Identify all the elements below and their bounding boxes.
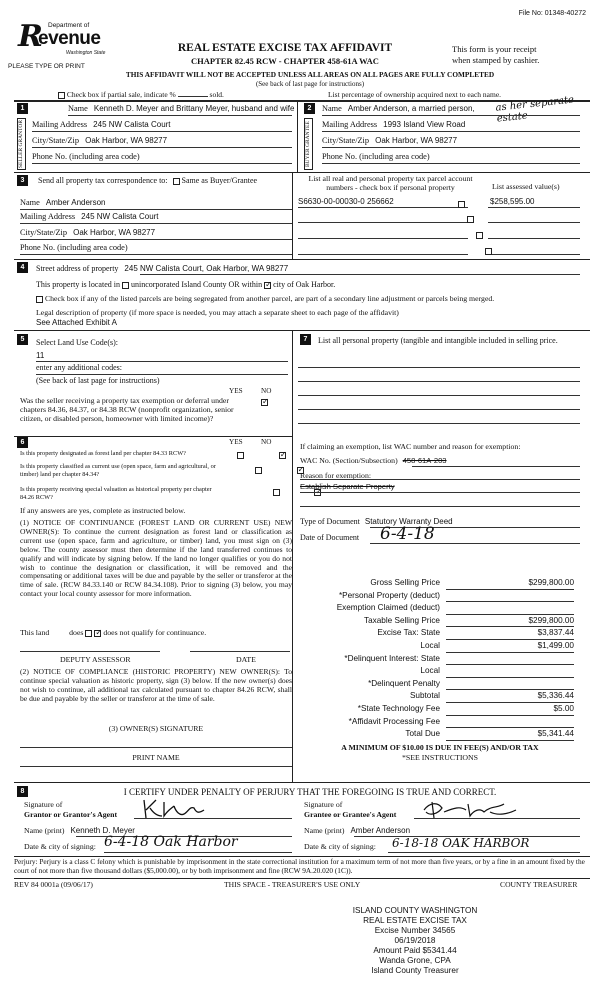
tax-row-value[interactable] [446,666,574,678]
section-1-2-divider [297,100,298,172]
receipt-note: This form is your receipt [452,44,537,54]
notice-of-compliance: (2) NOTICE OF COMPLIANCE (HISTORIC PROPERTY) NEW OWNER(S): To continue special valuation as historic property, sign (3) below. If the new owner(s) does not wish to continue, all additional tax calculated pursuant to chapter 84.26 RCW, shall be due and payable by the seller or transferor at the time of sale. [20,667,292,703]
rule-after-section-2 [14,172,590,173]
tax-row-label: Total Due [405,729,440,739]
s6-q1-text: Is this property designated as forest land per chapter 84.33 RCW? [20,450,186,457]
tax-row [300,615,580,628]
correspondence-row [38,176,257,185]
stamp-line-county: ISLAND COUNTY WASHINGTON [352,906,478,915]
tax-row [300,678,580,691]
does-label: does [69,628,84,637]
certification-statement: I CERTIFY UNDER PENALTY OF PERJURY THAT THE FOREGOING IS TRUE AND CORRECT. [123,787,497,797]
tax-row [300,716,580,729]
wac-value[interactable]: 458-61A-203 [402,456,447,465]
assessed-line-1 [488,207,580,208]
s6-q3-text: Is this property receiving special valuation as historical property per chapter 84.26 RCW? [20,486,212,501]
corr-name-value[interactable]: Amber Anderson [45,198,106,207]
doc-type-value[interactable]: Statutory Warranty Deed [364,517,453,526]
buyer-mail-label: Mailing Address [322,120,378,129]
tax-row [300,665,580,678]
tax-row-label: Exemption Claimed (deduct) [336,603,440,613]
assessed-line-4[interactable] [488,254,580,255]
tax-row-label: Local [420,641,440,650]
corr-phone-field[interactable] [20,254,292,255]
segregated-row [36,294,494,303]
section-2-badge: 2 [304,103,315,114]
owner-signature-label: (3) OWNER(S) SIGNATURE [108,724,204,733]
tax-row-value[interactable]: $3,837.44 [446,628,574,640]
print-name-label: PRINT NAME [132,753,180,762]
minimum-fee-note: A MINIMUM OF $10.00 IS DUE IN FEE(S) AND/OR TAX [341,743,539,752]
personal-property-label: List all personal property (tangible and intangible included in selling price. [318,336,558,345]
within-city-checkbox[interactable] [264,282,271,289]
section-3-divider [292,172,293,259]
wac-row [300,456,447,465]
county-treasurer-label: COUNTY TREASURER [500,880,578,889]
section-5-7-divider [292,330,293,782]
buyer-city-label: City/State/Zip [322,136,370,145]
stamp-line-amount: Amount Paid $5341.44 [373,946,457,955]
s6-q3-yes-checkbox[interactable] [273,489,280,496]
corr-name-line [20,209,292,210]
seller-vertical-label-box [17,118,26,170]
street-line [140,274,580,275]
parcel-line-4[interactable] [298,254,468,255]
logo-dept-text: Department of [48,22,90,29]
partial-sale-row [58,90,224,99]
located-label: This property is located in [36,280,120,289]
rule-after-section-3 [14,259,590,260]
land-use-instructions: (See back of last page for instructions) [36,376,160,385]
buyer-city-row [322,136,457,145]
stamp-line-tax: REAL ESTATE EXCISE TAX [363,916,467,925]
s6-q2-yes-checkbox[interactable] [255,467,262,474]
section-8-badge: 8 [17,786,28,797]
tax-row-value[interactable] [446,679,574,691]
buyer-name-line [322,115,580,116]
section-3-badge: 3 [17,175,28,186]
tax-row [300,653,580,666]
seller-phone-label: Phone No. (including area code) [32,152,140,161]
tax-row-value[interactable] [446,654,574,666]
doc-date-label: Date of Document [300,533,360,542]
correspondence-label: Send all property tax correspondence to: [38,176,168,185]
personal-line-5[interactable] [298,423,580,424]
personal-property-checkbox-4[interactable] [485,248,492,255]
assessor-date-field[interactable] [190,651,290,652]
corr-city-row [20,228,155,237]
tax-row [300,703,580,716]
seller-mail-label: Mailing Address [32,120,88,129]
parcel-line-2[interactable] [298,222,468,223]
assessed-line-2[interactable] [488,222,580,223]
additional-codes-label: enter any additional codes: [36,363,122,372]
seller-name-value[interactable]: Kenneth D. Meyer and Brittany Meyer, husband and wife [93,104,295,113]
street-value[interactable]: 245 NW Calista Court, Oak Harbor, WA 98277 [124,264,289,273]
buyer-name-value[interactable]: Amber Anderson, a married person, [347,104,475,113]
unincorporated-label: unincorporated Island County OR within [130,280,263,289]
stamp-line-date: 06/19/2018 [394,936,436,945]
tax-row-value[interactable]: $5,341.44 [446,729,574,741]
sold-label: sold. [209,90,224,99]
seller-city-label: City/State/Zip [32,136,80,145]
grantor-agent-label: Grantor or Grantor's Agent [24,810,118,819]
street-label: Street address of property [36,264,119,273]
tax-row [300,577,580,590]
rule-before-section-6 [14,436,292,437]
corr-city-value[interactable]: Oak Harbor, WA 98277 [73,228,156,237]
section-1-badge: 1 [17,103,28,114]
tax-row-value[interactable]: $299,800.00 [446,616,574,628]
section-5-badge: 5 [17,334,28,345]
logo-state: Washington State [66,50,106,56]
tax-row-value[interactable] [446,603,574,615]
reason-value[interactable]: Establish Separate Property [300,482,395,491]
if-yes-instructions: If any answers are yes, complete as instructed below. [20,506,186,515]
grantor-date-line [104,852,292,853]
this-land-label: This land [20,628,50,637]
deputy-assessor-label: DEPUTY ASSESSOR [60,655,131,664]
tax-row [300,640,580,653]
buyer-name-row [322,104,475,113]
parcel-line-3[interactable] [298,238,468,239]
continuance-row [20,628,206,637]
section-6-badge: 6 [17,437,28,448]
grantee-name-label: Name (print) [304,826,345,835]
buyer-handwritten-note: as her separate estate [495,94,575,125]
partial-sale-label: Check box if partial sale, indicate % [66,90,176,99]
perjury-statement: Perjury: Perjury is a class C felony which is punishable by imprisonment in the state correctional institution for a maximum term of not more than five years, or by a fine in an amount fixed by the court of not more than five thousand dollars ($5,000.00), or by both imprisonment and fine (RCW 9A.20.020 (1C)). [14,857,585,875]
tax-row-label: *State Technology Fee [357,704,440,713]
please-type: PLEASE TYPE OR PRINT [8,63,85,70]
partial-sale-percent-field[interactable] [178,96,208,97]
corr-mail-label: Mailing Address [20,212,76,221]
assessed-line-3[interactable] [488,238,580,239]
notice-banner: THIS AFFIDAVIT WILL NOT BE ACCEPTED UNLESS ALL AREAS ON ALL PAGES ARE FULLY COMPLETED [125,70,495,79]
seller-city-line [32,147,292,148]
grantor-date-label: Date & city of signing: [24,842,96,851]
treasurer-stamp [330,906,500,976]
tax-row-label: *Affidavit Processing Fee [348,716,440,726]
buyer-mail-row [322,120,465,129]
parcel-number-1[interactable]: S6630-00-00030-0 256662 [298,197,394,206]
deputy-assessor-field[interactable] [20,651,160,652]
personal-line-1[interactable] [298,367,580,368]
s5-q1-text: Was the seller receiving a property tax exemption or deferral under chapters 84.36, 84.37, or 84.38 RCW (nonprofit organization, senior citizen, or disabled person, homeowner with limited income)? [20,396,234,423]
grantee-date-line [388,852,580,853]
tax-row [300,627,580,640]
form-revision: REV 84 0001a (09/06/17) [14,880,93,889]
additional-codes-field[interactable] [36,374,288,375]
logo-r-glyph: R [18,19,43,54]
personal-line-4[interactable] [298,409,580,410]
unincorporated-checkbox[interactable] [122,282,129,289]
s6-q1-yes-checkbox[interactable] [237,452,244,459]
tax-row-value[interactable]: $1,499.00 [446,641,574,653]
land-use-label: Select Land Use Code(s): [36,338,118,347]
tax-row [300,590,580,603]
seller-mail-value[interactable]: 245 NW Calista Court [93,120,171,129]
s6-q1-no-checkbox[interactable] [279,452,286,459]
tax-row-label: Gross Selling Price [370,578,440,587]
does-not-label: does not qualify for continuance. [103,628,207,637]
doc-type-label: Type of Document [300,517,360,526]
tax-row-label: Taxable Selling Price [363,615,440,625]
grantor-signature[interactable] [140,796,210,822]
buyer-city-line [322,147,580,148]
personal-line-2[interactable] [298,381,580,382]
buyer-mail-line [322,131,580,132]
seller-mail-row [32,120,171,129]
buyer-city-value[interactable]: Oak Harbor, WA 98277 [375,136,458,145]
seller-name-row [68,104,294,113]
tax-row [300,728,580,741]
section-7-badge: 7 [300,334,311,345]
wac-label: WAC No. (Section/Subsection) [300,456,398,465]
corr-mail-value[interactable]: 245 NW Calista Court [81,212,159,221]
grantor-date-value[interactable]: 6-4-18 Oak Harbor [104,834,238,850]
corr-name-row [20,198,105,207]
wac-line [412,466,580,467]
corr-mail-line [20,223,292,224]
tax-row-value[interactable] [446,717,574,729]
tax-row-value[interactable] [446,591,574,603]
s5-no-header: NO [261,387,272,395]
corr-city-line [20,239,292,240]
tax-row-label: *Personal Property (deduct) [338,590,440,600]
receipt-note-2: when stamped by cashier. [452,55,540,65]
rule-after-section-4 [14,330,590,331]
tax-row-label: Excise Tax: State [377,628,440,638]
stamp-line-excise-number: Excise Number 34565 [374,926,456,935]
ownership-note: List percentage of ownership acquired next to each name. [328,90,502,99]
partial-sale-checkbox[interactable] [58,92,65,99]
buyer-vertical-label-box [304,118,313,170]
personal-property-checkbox-3[interactable] [476,232,483,239]
doc-date-line [370,543,580,544]
s5-q1-no-checkbox[interactable] [261,399,268,406]
exemption-label: If claiming an exemption, list WAC number and reason for exemption: [300,442,521,451]
rule-before-section-8 [14,782,590,783]
print-name-field[interactable] [20,766,292,767]
assessed-header: List assessed value(s) [492,182,560,191]
land-use-code-value[interactable]: 11 [36,351,45,360]
seller-name-label: Name [68,104,88,113]
tax-row [300,690,580,703]
personal-property-checkbox-1[interactable] [458,201,465,208]
personal-line-3[interactable] [298,395,580,396]
assessed-value-1[interactable]: $258,595.00 [490,197,535,206]
file-number: File No: 01348-40272 [518,10,586,17]
does-not-qualify-checkbox[interactable] [94,630,101,637]
buyer-phone-field[interactable] [322,163,580,164]
stamp-line-treasurer-name: Wanda Grone, CPA [379,956,451,965]
segregated-checkbox[interactable] [36,296,43,303]
street-row [36,264,288,273]
seller-phone-field[interactable] [32,163,292,164]
corr-city-label: City/State/Zip [20,228,68,237]
s6-yes-header: YES [229,438,243,446]
seller-mail-line [32,131,292,132]
seller-city-row [32,136,167,145]
s5-yes-header: YES [229,387,243,395]
grantee-date-label: Date & city of signing: [304,842,376,851]
form-subtitle: CHAPTER 82.45 RCW - CHAPTER 458-61A WAC [191,56,379,66]
reason-line-2 [300,492,580,493]
buyer-vertical-label: BUYER GRANTEE [305,121,311,167]
doc-date-value[interactable]: 6-4-18 [380,524,435,544]
grantee-agent-label: Grantee or Grantee's Agent [304,810,397,819]
stamp-line-treasurer-title: Island County Treasurer [371,966,459,975]
seller-name-line [68,115,292,116]
parcel-header: List all real and personal property tax parcel account numbers - check box if personal property [308,174,473,192]
notice-of-continuance: (1) NOTICE OF CONTINUANCE (FOREST LAND OR CURRENT USE) NEW OWNER(S): To continue the current designation as forest land or classification as current use (open space, farm and agriculture, or timber) land, you must sign on (3) below. The county assessor must then determine if the land transferred continues to qualify and will indicate by signing below. If the land no longer qualifies or you do not wish to continue the designation or classification, it will be removed and the compensating or additional taxes will be due and payable by the seller or transferor at the time of sale. (RCW 84.33.140 or RCW 84.34.108). Prior to signing (3) below, you may contact your local county assessor for more information. [20,518,292,599]
parcel-grid [0,0,34,9]
tax-row-label: Local [420,666,440,676]
tax-row-label: *Delinquent Interest: State [344,653,440,663]
same-as-buyer-checkbox[interactable] [173,178,180,185]
grantee-signature-label: Signature of [304,800,343,809]
does-qualify-checkbox[interactable] [85,630,92,637]
personal-property-checkbox-2[interactable] [467,216,474,223]
grantee-signature[interactable] [420,798,520,820]
seller-city-value[interactable]: Oak Harbor, WA 98277 [85,136,168,145]
segregated-label: Check box if any of the listed parcels are being segregated from another parcel, are part of a secondary line adjustment or parcels being merged. [44,294,495,303]
owner-signature-field[interactable] [20,747,292,748]
tax-row-value[interactable]: $5.00 [446,704,574,716]
grantor-name-label: Name (print) [24,826,65,835]
tax-row-label: *Delinquent Penalty [368,678,440,688]
tax-row-value[interactable]: $299,800.00 [446,578,574,590]
notice-instructions: (See back of last page for instructions) [255,80,365,88]
s6-no-header: NO [261,438,272,446]
corr-phone-label: Phone No. (including area code) [20,243,128,252]
buyer-mail-value[interactable]: 1993 Island View Road [383,120,466,129]
treasurer-use-label: THIS SPACE - TREASURER'S USE ONLY [224,880,361,889]
reason-line-1 [300,479,580,480]
legal-description-value[interactable]: See Attached Exhibit A [36,318,117,327]
corr-name-label: Name [20,198,40,207]
buyer-phone-label: Phone No. (including area code) [322,152,430,161]
seller-vertical-label: SELLER GRANTOR [18,119,24,169]
land-use-code-line [36,361,288,362]
grantor-name-value[interactable]: Kenneth D. Meyer [70,826,135,835]
legal-description-label: Legal description of property (if more space is needed, you may attach a separate sheet to each page of the affidavit) [36,308,399,317]
same-as-buyer-label: Same as Buyer/Grantee [181,176,258,185]
form-title: REAL ESTATE EXCISE TAX AFFIDAVIT [177,42,393,54]
reason-line-3 [300,506,580,507]
grantor-signature-label: Signature of [24,800,63,809]
corr-mail-row [20,212,159,221]
grantee-name-value[interactable]: Amber Anderson [350,826,411,835]
parcel-line-1 [298,207,468,208]
reason-label: Reason for exemption: [300,471,372,480]
section-4-badge: 4 [17,262,28,273]
tax-row-value[interactable]: $5,336.44 [446,691,574,703]
within-city-label: city of Oak Harbor. [273,280,336,289]
see-instructions-note: *SEE INSTRUCTIONS [401,753,479,762]
s6-q2-text: Is this property classified as current use (open space, farm and agricultural, or timber) land per chapter 84.34? [20,463,216,478]
buyer-name-label: Name [322,104,342,113]
rule-before-footer [14,878,590,879]
tax-row [300,602,580,615]
tax-row-label: Subtotal [409,691,440,701]
assessor-date-label: DATE [236,655,256,664]
grantee-date-value[interactable]: 6-18-18 OAK HARBOR [392,836,530,850]
location-row [36,280,335,289]
logo-name: evenue [38,28,101,49]
grantee-name-row [304,826,410,835]
